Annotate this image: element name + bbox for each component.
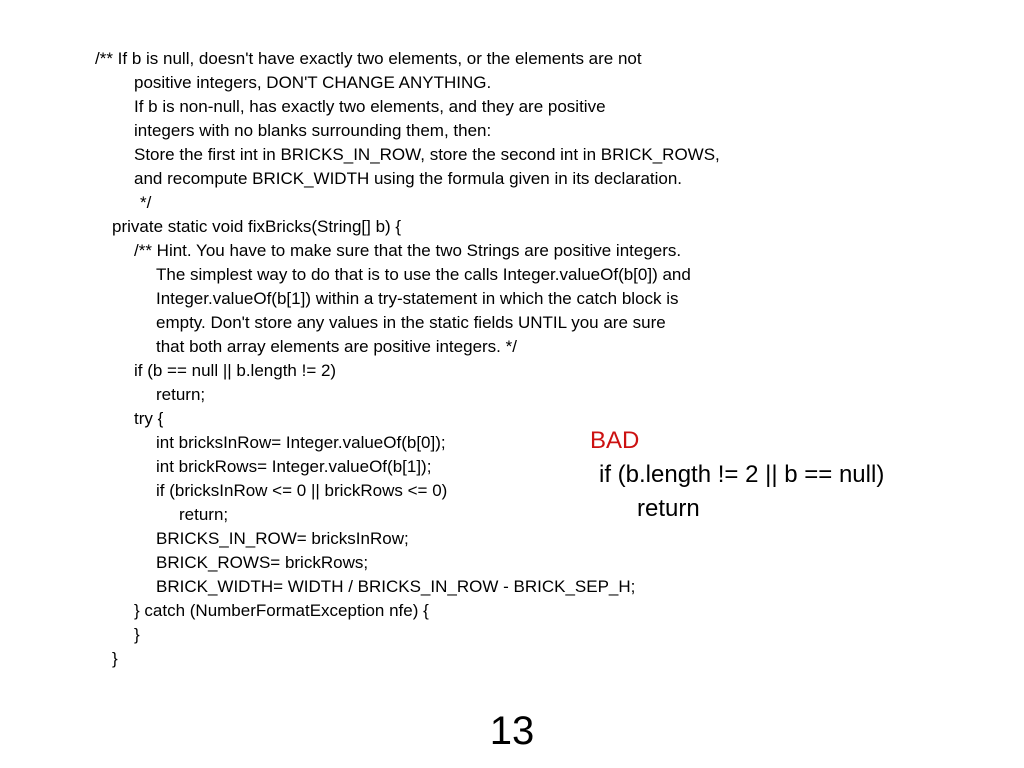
code-line: and recompute BRICK_WIDTH using the formula given in its declaration. <box>134 169 683 188</box>
code-line: private static void fixBricks(String[] b) { <box>112 217 402 236</box>
code-line: BRICKS_IN_ROW= bricksInRow; <box>156 529 409 548</box>
code-line: if (bricksInRow <= 0 || brickRows <= 0) <box>156 481 448 500</box>
code-line: try { <box>134 409 164 428</box>
code-block <box>95 47 720 671</box>
code-line: } <box>112 649 118 668</box>
code-line: int bricksInRow= Integer.valueOf(b[0]); <box>156 433 446 452</box>
code-line: if (b == null || b.length != 2) <box>134 361 337 380</box>
code-line: /** Hint. You have to make sure that the two Strings are positive integers. <box>134 241 682 260</box>
callout-code-line: if (b.length != 2 || b == null) <box>599 461 885 488</box>
code-line: that both array elements are positive integers. */ <box>156 337 517 356</box>
code-line: return; <box>179 505 229 524</box>
bad-example-callout <box>590 424 884 526</box>
code-line: Integer.valueOf(b[1]) within a try-statement in which the catch block is <box>156 289 679 308</box>
slide-number: 13 <box>489 709 535 753</box>
code-line: If b is non-null, has exactly two elements, and they are positive <box>134 97 606 116</box>
code-line: */ <box>140 193 152 212</box>
code-line: integers with no blanks surrounding them, then: <box>134 121 492 140</box>
callout-code-line: return <box>637 495 700 522</box>
code-line: int brickRows= Integer.valueOf(b[1]); <box>156 457 432 476</box>
code-line: empty. Don't store any values in the static fields UNTIL you are sure <box>156 313 666 332</box>
code-line: /** If b is null, doesn't have exactly two elements, or the elements are not <box>95 49 642 68</box>
code-line: return; <box>156 385 206 404</box>
code-line: The simplest way to do that is to use the calls Integer.valueOf(b[0]) and <box>156 265 691 284</box>
callout-heading: BAD <box>590 427 640 454</box>
code-line: positive integers, DON'T CHANGE ANYTHING. <box>134 73 492 92</box>
code-line: BRICK_WIDTH= WIDTH / BRICKS_IN_ROW - BRICK_SEP_H; <box>156 577 636 596</box>
code-line: } catch (NumberFormatException nfe) { <box>134 601 429 620</box>
code-line: Store the first int in BRICKS_IN_ROW, store the second int in BRICK_ROWS, <box>134 145 720 164</box>
code-line: BRICK_ROWS= brickRows; <box>156 553 369 572</box>
code-line: } <box>134 625 140 644</box>
